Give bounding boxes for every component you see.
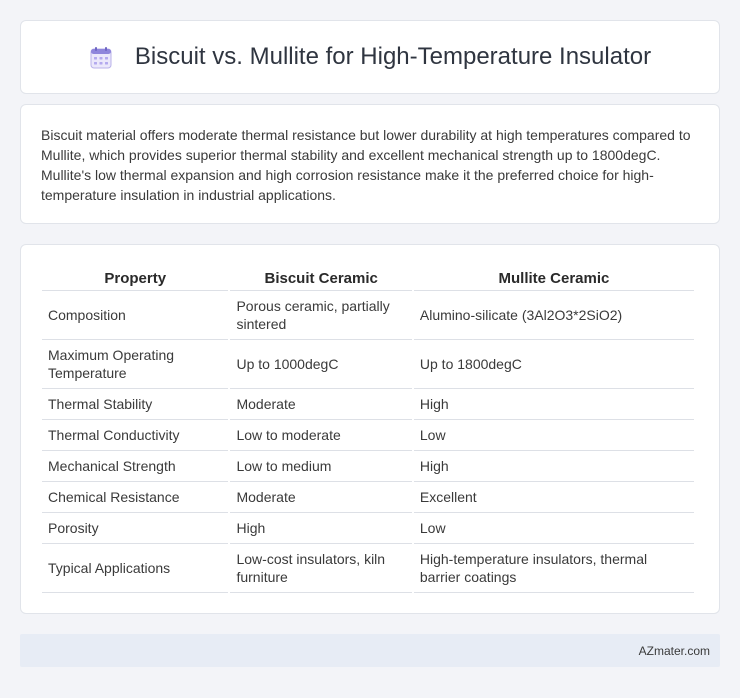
biscuit-cell: Up to 1000degC	[230, 340, 411, 389]
mullite-cell: Up to 1800degC	[414, 340, 694, 389]
table-header-row	[42, 263, 694, 291]
biscuit-cell: Low to medium	[230, 451, 411, 482]
table-row	[42, 544, 694, 593]
column-header-property: Property	[42, 263, 228, 291]
table-row	[42, 513, 694, 544]
mullite-cell: High-temperature insulators, thermal barrier coatings	[414, 544, 694, 593]
column-header-mullite: Mullite Ceramic	[414, 263, 694, 291]
summary-card	[20, 104, 720, 224]
table-row	[42, 451, 694, 482]
property-cell: Composition	[42, 291, 228, 340]
page-title: Biscuit vs. Mullite for High-Temperature Insulator	[134, 43, 652, 70]
property-cell: Porosity	[42, 513, 228, 544]
column-header-biscuit: Biscuit Ceramic	[230, 263, 411, 291]
table-row	[42, 340, 694, 389]
mullite-cell: Low	[414, 513, 694, 544]
biscuit-cell: Low to moderate	[230, 420, 411, 451]
biscuit-cell: Moderate	[230, 389, 411, 420]
mullite-cell: Low	[414, 420, 694, 451]
mullite-cell: Alumino-silicate (3Al2O3*2SiO2)	[414, 291, 694, 340]
footer-bar	[20, 634, 720, 667]
table-row	[42, 291, 694, 340]
property-cell: Chemical Resistance	[42, 482, 228, 513]
comparison-card	[20, 244, 720, 614]
property-cell: Typical Applications	[42, 544, 228, 593]
mullite-cell: High	[414, 389, 694, 420]
mullite-cell: Excellent	[414, 482, 694, 513]
title-card	[20, 20, 720, 94]
property-cell: Thermal Conductivity	[42, 420, 228, 451]
mullite-cell: High	[414, 451, 694, 482]
biscuit-cell: Porous ceramic, partially sintered	[230, 291, 411, 340]
property-cell: Mechanical Strength	[42, 451, 228, 482]
footer-site-name: AZmater.com	[638, 643, 710, 658]
property-cell: Maximum Operating Temperature	[42, 340, 228, 389]
biscuit-cell: Moderate	[230, 482, 411, 513]
table-row	[42, 482, 694, 513]
summary-text: Biscuit material offers moderate thermal resistance but lower durability at high temperatures compared to Mullite, which provides superior thermal stability and excellent mechanical strength up to 1800degC. Mullite's low thermal expansion and high corrosion resistance make it the preferred choice for high-temperature insulation in industrial applications.	[41, 127, 691, 203]
table-row	[42, 420, 694, 451]
biscuit-cell: High	[230, 513, 411, 544]
comparison-table	[40, 263, 696, 593]
biscuit-cell: Low-cost insulators, kiln furniture	[230, 544, 411, 593]
calendar-icon	[89, 46, 113, 70]
property-cell: Thermal Stability	[42, 389, 228, 420]
table-row	[42, 389, 694, 420]
